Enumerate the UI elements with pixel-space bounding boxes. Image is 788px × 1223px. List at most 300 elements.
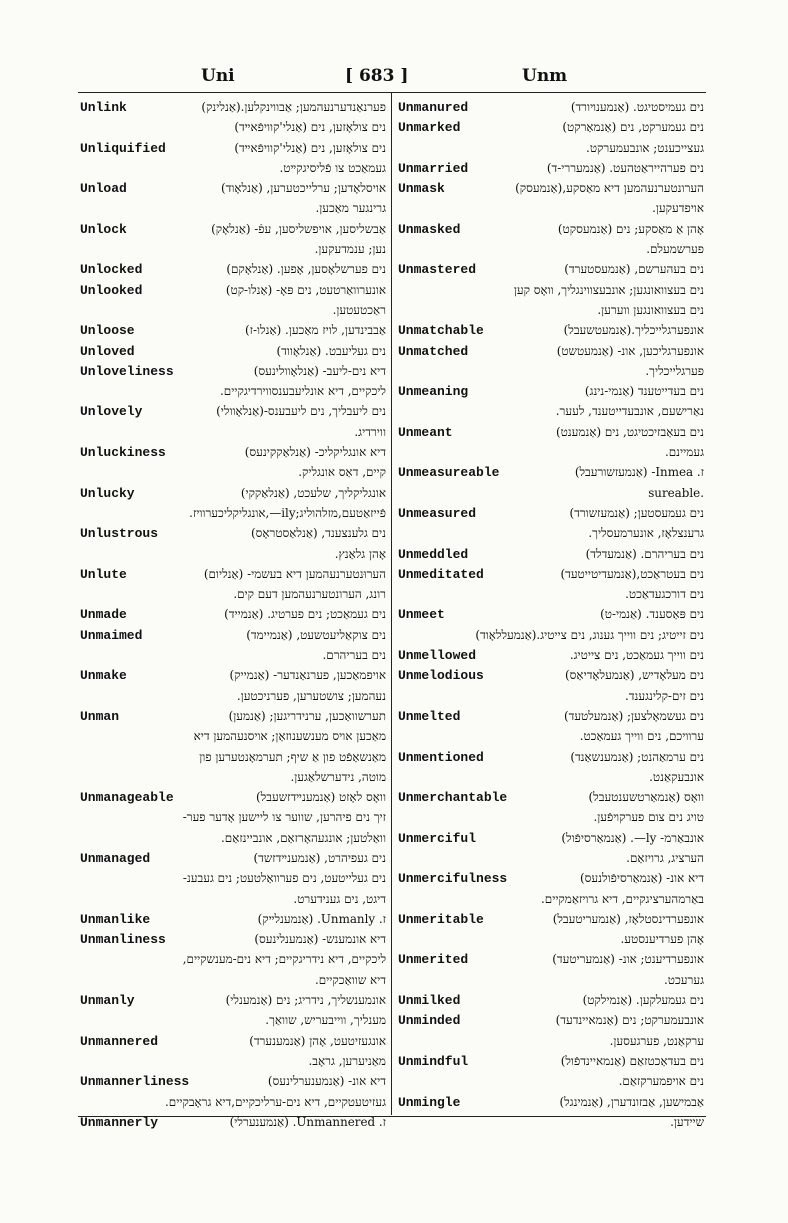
dictionary-entry bbox=[398, 828, 704, 869]
dictionary-entry bbox=[80, 280, 386, 321]
dictionary-entry bbox=[80, 259, 386, 279]
dictionary-entry bbox=[398, 158, 704, 178]
dictionary-entry bbox=[398, 320, 704, 340]
entry-line bbox=[80, 219, 386, 239]
definition-text: אויפמאַכען, פערנאַנדער- (אַנמייק) bbox=[229, 668, 386, 683]
entry-line bbox=[80, 929, 386, 949]
headword: Unmade bbox=[80, 607, 127, 623]
entry-line bbox=[80, 747, 386, 767]
definition-continuation: נעהמען; צושטערען, פערניכטען. bbox=[236, 688, 386, 703]
dictionary-entry bbox=[398, 422, 704, 463]
dictionary-entry bbox=[80, 564, 386, 605]
entry-line bbox=[398, 767, 704, 787]
entry-line bbox=[398, 1051, 704, 1071]
definition-text: אַבמישען, אַבזונדערן, (אַנמינגל) bbox=[559, 1094, 704, 1109]
definition-continuation: דיא שוואַכקיים. bbox=[314, 972, 386, 987]
definition-continuation: פערשמעלם. bbox=[646, 242, 704, 257]
entry-line bbox=[398, 584, 704, 604]
entry-line bbox=[80, 604, 386, 624]
entry-line bbox=[80, 645, 386, 665]
entry-line bbox=[80, 259, 386, 279]
definition-text: הערוּנטערנעהמען דיא בעשמי- (אַנליום) bbox=[203, 566, 386, 581]
definition-continuation: געזיטעטקיים, דיא נים-ערליכקיים,דיא גראָבקיים. bbox=[165, 1094, 386, 1109]
entry-line bbox=[398, 726, 704, 746]
definition-text: אַבבינדען, לויז מאַכען. (אַנלו-ז) bbox=[245, 323, 386, 338]
headword: Unmastered bbox=[398, 262, 477, 278]
entry-line bbox=[80, 320, 386, 340]
definition-continuation: ליכקיים, דיא נידריגקיים; דיא נים-מענשקיים, bbox=[182, 952, 386, 967]
entry-line bbox=[398, 1071, 704, 1091]
headword: Unmeasured bbox=[398, 505, 477, 521]
headword: Unmanured bbox=[398, 100, 469, 115]
dictionary-entry bbox=[80, 1031, 386, 1072]
definition-continuation: sureable. bbox=[648, 485, 704, 500]
definition-continuation: דיגט, נים גענידערט. bbox=[293, 891, 386, 906]
entry-line bbox=[398, 949, 704, 969]
definition-continuation: ווירדיג. bbox=[354, 424, 386, 439]
entry-line bbox=[80, 625, 386, 645]
definition-text: נים געפיהרט, (אַנמענײדזשד) bbox=[253, 850, 386, 865]
entry-line bbox=[80, 158, 386, 178]
headword: Unmeasureable bbox=[398, 465, 500, 481]
headword: Unlock bbox=[80, 221, 127, 237]
definition-continuation: מענליך, ווייבעריש, שוואַך. bbox=[265, 1013, 386, 1028]
entry-line bbox=[398, 828, 704, 848]
headword: Unmanageable bbox=[80, 790, 174, 806]
definition-text: נים בעריהרם. (אַנמעדלד) bbox=[585, 546, 704, 561]
dictionary-entry bbox=[80, 483, 386, 524]
headword: Unminded bbox=[398, 1013, 461, 1029]
entry-line bbox=[80, 584, 386, 604]
entry-line bbox=[80, 381, 386, 401]
definition-continuation: רונג, הערונטערנעהמען דעם קים. bbox=[233, 587, 386, 602]
definition-continuation: גרענצלאָז, אונערמעסליך. bbox=[588, 526, 704, 541]
dictionary-entry bbox=[398, 564, 704, 605]
dictionary-entry bbox=[398, 544, 704, 564]
entry-line bbox=[80, 401, 386, 421]
definition-text: נים בעדייטענד (אַנמי-נינג) bbox=[584, 384, 704, 399]
definition-text: אונערוואַרטעט, נים פּאָ- (אַנלו-קט) bbox=[225, 282, 386, 297]
dictionary-entry bbox=[80, 320, 386, 340]
entry-line bbox=[80, 1010, 386, 1030]
definition-continuation: באַרמהערציגקיים, דיא גרויזאַמקיים. bbox=[541, 891, 704, 906]
entry-line bbox=[80, 523, 386, 543]
headword: Unmeditated bbox=[398, 566, 484, 582]
definition-text: אונבאַרמ- ly—. (אַנמאַרסיפֿול) bbox=[561, 830, 704, 845]
entry-line bbox=[398, 1010, 704, 1030]
entry-line bbox=[80, 767, 386, 787]
definition-continuation: ערקאַנט, פערגעסען. bbox=[609, 1033, 704, 1048]
entry-line bbox=[80, 889, 386, 909]
dictionary-entry bbox=[80, 138, 386, 179]
headword: Unmeet bbox=[398, 607, 445, 623]
headword: Unmanlike bbox=[80, 911, 151, 927]
entry-line bbox=[80, 178, 386, 198]
headword: Unmindful bbox=[398, 1053, 469, 1069]
dictionary-entry bbox=[398, 787, 704, 828]
headword: Unloved bbox=[80, 343, 135, 359]
left-column bbox=[80, 97, 386, 1132]
headword: Unmanliness bbox=[80, 932, 166, 948]
headword: Unliquified bbox=[80, 140, 166, 156]
definition-text: נים פערשלאָסען, אָפען. (אַנלאָקם) bbox=[226, 262, 386, 277]
headword: Unmercifulness bbox=[398, 871, 508, 887]
definition-text: אַבשליסען, אויפשליסען, עפֿ- (אַנלאָק) bbox=[211, 221, 386, 236]
header-left-guideword: Uni bbox=[201, 66, 235, 86]
definition-continuation: נים בעצוואונגען ווערען. bbox=[597, 302, 704, 317]
definition-continuation: נאַרישעם, אונבעדייטענד, לעער. bbox=[555, 404, 704, 419]
definition-continuation: נים בעריהרם. bbox=[322, 648, 386, 663]
dictionary-entry bbox=[80, 625, 386, 666]
entry-line bbox=[80, 483, 386, 503]
page-header bbox=[0, 66, 788, 92]
entry-line bbox=[398, 198, 704, 218]
entry-line bbox=[398, 483, 704, 503]
entry-line bbox=[398, 787, 704, 807]
entry-line bbox=[80, 787, 386, 807]
entry-line bbox=[398, 280, 704, 300]
headword: Unmellowed bbox=[398, 648, 477, 664]
entry-line bbox=[398, 929, 704, 949]
headword: Unmannered bbox=[80, 1033, 159, 1049]
definition-text: נים צולאָזען, נים (אַנלי'קוויפֿאײד) bbox=[234, 140, 386, 155]
dictionary-entry bbox=[398, 1051, 704, 1092]
headword: Unlooked bbox=[80, 282, 143, 298]
definition-continuation: אָהן פערדיענסטע. bbox=[620, 932, 704, 947]
definition-text: נים ליעבליך, נים ליעבענס-(אַנלאָוולי) bbox=[216, 404, 386, 419]
entry-line bbox=[80, 990, 386, 1010]
definition-text: נים גלענצענד, (אַנלאַסטראָס) bbox=[250, 526, 386, 541]
entry-line bbox=[398, 503, 704, 523]
definition-text: אונפערדיענט; אונ- (אַנמעריטעד) bbox=[552, 952, 704, 967]
entry-line bbox=[80, 848, 386, 868]
definition-text: דיא אונ- (אַנמענערלינעס) bbox=[267, 1074, 386, 1089]
definition-continuation: אונבעקאַנט. bbox=[649, 769, 704, 784]
column-divider bbox=[391, 93, 392, 1115]
dictionary-entry bbox=[80, 929, 386, 990]
dictionary-entry bbox=[80, 341, 386, 361]
entry-line bbox=[398, 665, 704, 685]
dictionary-entry bbox=[80, 442, 386, 483]
entry-line bbox=[80, 341, 386, 361]
definition-continuation: פֿייזאַטעם,מזלהוליג;ily—,אונגליקליכערוויז. bbox=[189, 505, 386, 520]
headword: Unman bbox=[80, 708, 120, 724]
entry-line bbox=[80, 726, 386, 746]
entry-line bbox=[80, 503, 386, 523]
headword: Unlustrous bbox=[80, 526, 159, 542]
dictionary-entry bbox=[398, 645, 704, 665]
entry-line bbox=[80, 1031, 386, 1051]
entry-line bbox=[80, 828, 386, 848]
entry-line bbox=[80, 706, 386, 726]
entry-line bbox=[398, 341, 704, 361]
dictionary-entry bbox=[80, 604, 386, 624]
definition-text: נים ווייך געמאַכט, נים צייטיג. bbox=[569, 648, 704, 663]
headword: Unmarried bbox=[398, 160, 469, 176]
definition-text: נים געמעסטען; (אַנמעזשורד) bbox=[569, 505, 704, 520]
definition-continuation: קיים, דאַס אונגליק. bbox=[298, 465, 386, 480]
entry-line bbox=[398, 259, 704, 279]
dictionary-entry bbox=[80, 1112, 386, 1132]
entry-line bbox=[80, 665, 386, 685]
headword: Unlocked bbox=[80, 262, 143, 278]
entry-line bbox=[398, 747, 704, 767]
dictionary-entry bbox=[80, 990, 386, 1031]
entry-line bbox=[80, 949, 386, 969]
headword: Unmeddled bbox=[398, 546, 469, 562]
definition-text: נים צוקאַליעטשעט, (אַנמיימד) bbox=[246, 627, 386, 642]
headword: Unmaimed bbox=[80, 627, 143, 643]
dictionary-entry bbox=[398, 1092, 704, 1133]
entry-line bbox=[80, 422, 386, 442]
dictionary-entry bbox=[80, 523, 386, 564]
entry-line bbox=[80, 300, 386, 320]
dictionary-entry bbox=[80, 361, 386, 402]
headword: Unmanly bbox=[80, 993, 135, 1009]
headword: Unmerited bbox=[398, 952, 469, 968]
headword: Unmentioned bbox=[398, 749, 484, 765]
definition-continuation: מאַכען אויס מענשענוזאַן; אויסנעהמען דיא bbox=[193, 729, 386, 744]
definition-text: אונפערגליכען, אונ- (אַנמעטשט) bbox=[556, 343, 704, 358]
entry-line bbox=[80, 117, 386, 137]
dictionary-entry bbox=[398, 178, 704, 219]
entry-line bbox=[80, 462, 386, 482]
definition-continuation: מאַנשאַפֿט פון אַ שיף; תערמאָנטערען פון bbox=[199, 749, 386, 764]
definition-text: נים ערמאַהנט; (אַנמענשאַנד) bbox=[570, 749, 704, 764]
dictionary-entry bbox=[398, 341, 704, 382]
entry-line bbox=[80, 1092, 386, 1112]
header-right-guideword: Unm bbox=[522, 66, 568, 86]
definition-continuation: נים בעצוואונגען; אונבעצווינגליך, וואָס קען bbox=[513, 282, 704, 297]
entry-line bbox=[398, 117, 704, 137]
dictionary-entry bbox=[80, 219, 386, 260]
dictionary-entry bbox=[80, 909, 386, 929]
definition-continuation: שיידען. bbox=[670, 1114, 704, 1129]
dictionary-entry bbox=[80, 1071, 386, 1112]
entry-line bbox=[80, 686, 386, 706]
entry-line bbox=[398, 990, 704, 1010]
header-page-number: [ 683 ] bbox=[345, 66, 409, 86]
definition-text: אונמענשליך, נידריג; נים (אַנמענלי) bbox=[225, 993, 386, 1008]
headword: Unlucky bbox=[80, 485, 135, 501]
definition-text: אונגליקליך, שלעכט, (אַנלאַקקי) bbox=[240, 485, 386, 500]
entry-line bbox=[398, 1112, 704, 1132]
headword: Unmanaged bbox=[80, 850, 151, 866]
dictionary-entry bbox=[398, 949, 704, 990]
headword: Unlovely bbox=[80, 404, 143, 420]
entry-line bbox=[80, 909, 386, 929]
definition-text: נים בעאַבזיכטיגט, נים (אַנמענט) bbox=[555, 424, 704, 439]
definition-text: פערנאַנדערנעהמען; אַבווינקלען.(אַנלינק) bbox=[201, 100, 386, 114]
entry-line bbox=[398, 1031, 704, 1051]
right-column bbox=[398, 97, 704, 1132]
definition-continuation: געמאַכט צו פֿליסיגקײט. bbox=[279, 160, 386, 175]
dictionary-entry bbox=[398, 97, 704, 117]
entry-line bbox=[398, 544, 704, 564]
entry-line bbox=[398, 807, 704, 827]
definition-continuation: גערעכט. bbox=[664, 972, 704, 987]
headword: Unmelodious bbox=[398, 668, 484, 684]
dictionary-entry bbox=[398, 747, 704, 788]
definition-text: דיא אונגליקליכ- (אַנלאַקקינעס) bbox=[244, 445, 386, 460]
headword: Unmask bbox=[398, 181, 445, 197]
definition-text: וואָס (אַנמאַרטשענטעבל) bbox=[588, 790, 704, 805]
definition-continuation: וואַלטען; אונגעהאָרזאַם, אונביינזאַם. bbox=[221, 830, 386, 845]
definition-continuation: נען; ענמדעקען. bbox=[314, 242, 386, 257]
entry-line bbox=[398, 401, 704, 421]
entry-line bbox=[80, 97, 386, 117]
definition-text: נים פערהייראַטהעט. (אַנמעררי-ד) bbox=[546, 160, 704, 175]
definition-continuation: ערוויכם, נים ווייך געמאַכט. bbox=[579, 729, 704, 744]
entry-line bbox=[398, 604, 704, 624]
headword: Unmelted bbox=[398, 708, 461, 724]
definition-continuation: אָהן גלאַנץ. bbox=[334, 546, 386, 561]
entry-line bbox=[80, 198, 386, 218]
definition-text: נים בעטראַכט,(אַנמעדיטייטעד) bbox=[560, 566, 704, 581]
entry-line bbox=[80, 1071, 386, 1091]
definition-text: נים געמערקט, נים (אַנמאַרקט) bbox=[562, 120, 704, 135]
entry-line bbox=[398, 239, 704, 259]
dictionary-entry bbox=[398, 1010, 704, 1051]
entry-line bbox=[398, 462, 704, 482]
definition-text: דיא אונמענש- (אַנמענלינעס) bbox=[254, 932, 386, 947]
definition-text: נים געמעלקען. (אַנמילקט) bbox=[582, 993, 704, 1008]
entry-line bbox=[398, 889, 704, 909]
definition-continuation: אויפדעקען. bbox=[652, 201, 704, 216]
definition-text: תערשוואַכען, ערנידריגען; (אַנמען) bbox=[228, 708, 386, 723]
definition-continuation: זיך נים פיהרען, שווער צו ליישען אָדער פער- bbox=[182, 810, 386, 825]
definition-continuation: נים געלייטעט, נים פערוואַלטעט; נים געבענ- bbox=[182, 871, 386, 886]
entry-line bbox=[398, 300, 704, 320]
dictionary-entry bbox=[398, 503, 704, 544]
headword: Unmatchable bbox=[398, 323, 484, 339]
dictionary-entry bbox=[398, 706, 704, 747]
headword: Unmilked bbox=[398, 993, 461, 1009]
entry-line bbox=[398, 868, 704, 888]
entry-line bbox=[398, 909, 704, 929]
dictionary-entry bbox=[80, 665, 386, 706]
dictionary-entry bbox=[80, 787, 386, 848]
headword: Unmannerliness bbox=[80, 1074, 190, 1090]
definition-continuation: געמיינם. bbox=[664, 445, 704, 460]
entry-line bbox=[398, 178, 704, 198]
definition-continuation: מאַניערען, גראָב. bbox=[308, 1053, 386, 1068]
definition-continuation: ליכקיים, דיא אונליעבענסווירדיגקיים. bbox=[220, 384, 386, 399]
dictionary-entry bbox=[398, 868, 704, 909]
definition-text: נים בעהערשם, (אַנמעסטערד) bbox=[564, 262, 704, 277]
definition-text: נים בעדאַכטזאַם (אַנמאיינדפֿול) bbox=[560, 1053, 704, 1068]
entry-line bbox=[398, 442, 704, 462]
dictionary-entry bbox=[80, 706, 386, 787]
definition-text: אָהן אַ מאַסקע; נים (אַנמעסקט) bbox=[557, 221, 704, 236]
entry-line bbox=[398, 138, 704, 158]
entry-line bbox=[398, 97, 704, 117]
dictionary-entry bbox=[398, 990, 704, 1010]
dictionary-entry bbox=[80, 178, 386, 219]
definition-continuation: נים זייטיג; נים ווייך גענוג, נים צייטיג.(אַנמעללאָוד) bbox=[475, 627, 704, 642]
definition-continuation: גרינגער מאַכען. bbox=[315, 201, 386, 216]
definition-text: דיא נים-ליעב- (אַנלאָוולינעס) bbox=[253, 363, 386, 378]
dictionary-entry bbox=[398, 117, 704, 158]
entry-line bbox=[80, 807, 386, 827]
headword: Unmasked bbox=[398, 221, 461, 237]
definition-text: נים פּאַסענד. (אַנמי-ט) bbox=[600, 607, 704, 622]
entry-line bbox=[80, 868, 386, 888]
definition-text: נים געליעבט. (אַנלאָווד) bbox=[276, 343, 386, 358]
definition-continuation: נים צולאָזען, נים (אַנלי'קוויפֿאײד) bbox=[234, 120, 386, 135]
headword: Unmake bbox=[80, 668, 127, 684]
definition-text: ז. Unmannered. (אַנמענערלי) bbox=[229, 1114, 386, 1129]
headword: Unmatched bbox=[398, 343, 469, 359]
definition-text: ז. Unmanly. (אַנמענלײק) bbox=[257, 911, 386, 926]
entry-line bbox=[398, 848, 704, 868]
entry-line bbox=[80, 280, 386, 300]
entry-line bbox=[398, 686, 704, 706]
entry-line bbox=[398, 564, 704, 584]
headword: Unloose bbox=[80, 323, 135, 339]
definition-text: נים געמיסטיגט. (אַנמענױורד) bbox=[570, 100, 704, 114]
definition-text: אונפערגלייכליך.(אַנמעטשעבל) bbox=[563, 323, 704, 338]
definition-text: נים געשמאָלצען; (אַנמעלטעד) bbox=[563, 708, 704, 723]
definition-continuation: מוטה, נידערשלאַגען. bbox=[290, 769, 386, 784]
headword: Unmeant bbox=[398, 424, 453, 440]
entry-line bbox=[398, 381, 704, 401]
definition-text: נים מעלאָדיש, (אַנמעלאָדיאַס) bbox=[565, 668, 704, 683]
headword: Unmingle bbox=[398, 1094, 461, 1110]
headword: Unloveliness bbox=[80, 363, 174, 379]
headword: Unload bbox=[80, 181, 127, 197]
entry-line bbox=[398, 706, 704, 726]
dictionary-entry bbox=[398, 219, 704, 260]
definition-continuation: נים אויפמערקזאַם. bbox=[618, 1074, 704, 1089]
definition-continuation: נים זים-קלינגענד. bbox=[625, 688, 704, 703]
entry-line bbox=[80, 1051, 386, 1071]
definition-text: הערונטערנעהמען דיא מאַסקע,(אַנמעסק) bbox=[515, 181, 704, 196]
entry-line bbox=[398, 523, 704, 543]
definition-text: אונפערדינסטלאָז, (אַנמעריטעבל) bbox=[552, 911, 704, 926]
entry-line bbox=[398, 320, 704, 340]
entry-line bbox=[398, 361, 704, 381]
dictionary-entry bbox=[398, 604, 704, 645]
definition-continuation: פערגלייכליך. bbox=[645, 363, 704, 378]
definition-text: ז. Inmea- (אַנמעזשורעבל) bbox=[574, 465, 704, 480]
headword: Unlute bbox=[80, 566, 127, 582]
headword: Unmannerly bbox=[80, 1114, 159, 1130]
entry-line bbox=[80, 361, 386, 381]
entry-line bbox=[398, 158, 704, 178]
entry-line bbox=[398, 645, 704, 665]
dictionary-entry bbox=[398, 259, 704, 320]
entry-line bbox=[80, 544, 386, 564]
dictionary-entry bbox=[398, 909, 704, 950]
headword: Unlink bbox=[80, 100, 127, 115]
definition-continuation: ראַכטעטען. bbox=[332, 302, 386, 317]
entry-line bbox=[398, 219, 704, 239]
dictionary-entry bbox=[398, 665, 704, 706]
entry-line bbox=[80, 970, 386, 990]
definition-text: נים געמאַכט; נים פערטיג. (אַנמייד) bbox=[224, 607, 386, 622]
headword: Unmerchantable bbox=[398, 790, 508, 806]
dictionary-entry bbox=[398, 462, 704, 503]
headword: Unluckiness bbox=[80, 445, 166, 461]
dictionary-entry bbox=[398, 381, 704, 422]
entry-line bbox=[398, 1092, 704, 1112]
entry-line bbox=[398, 970, 704, 990]
headword: Unmeaning bbox=[398, 384, 469, 400]
definition-text: וואָס לאָזט (אַנמענײדזשעבל) bbox=[256, 790, 386, 805]
definition-continuation: געצייכענט; אונבעמערקט. bbox=[586, 140, 704, 155]
entry-line bbox=[80, 442, 386, 462]
